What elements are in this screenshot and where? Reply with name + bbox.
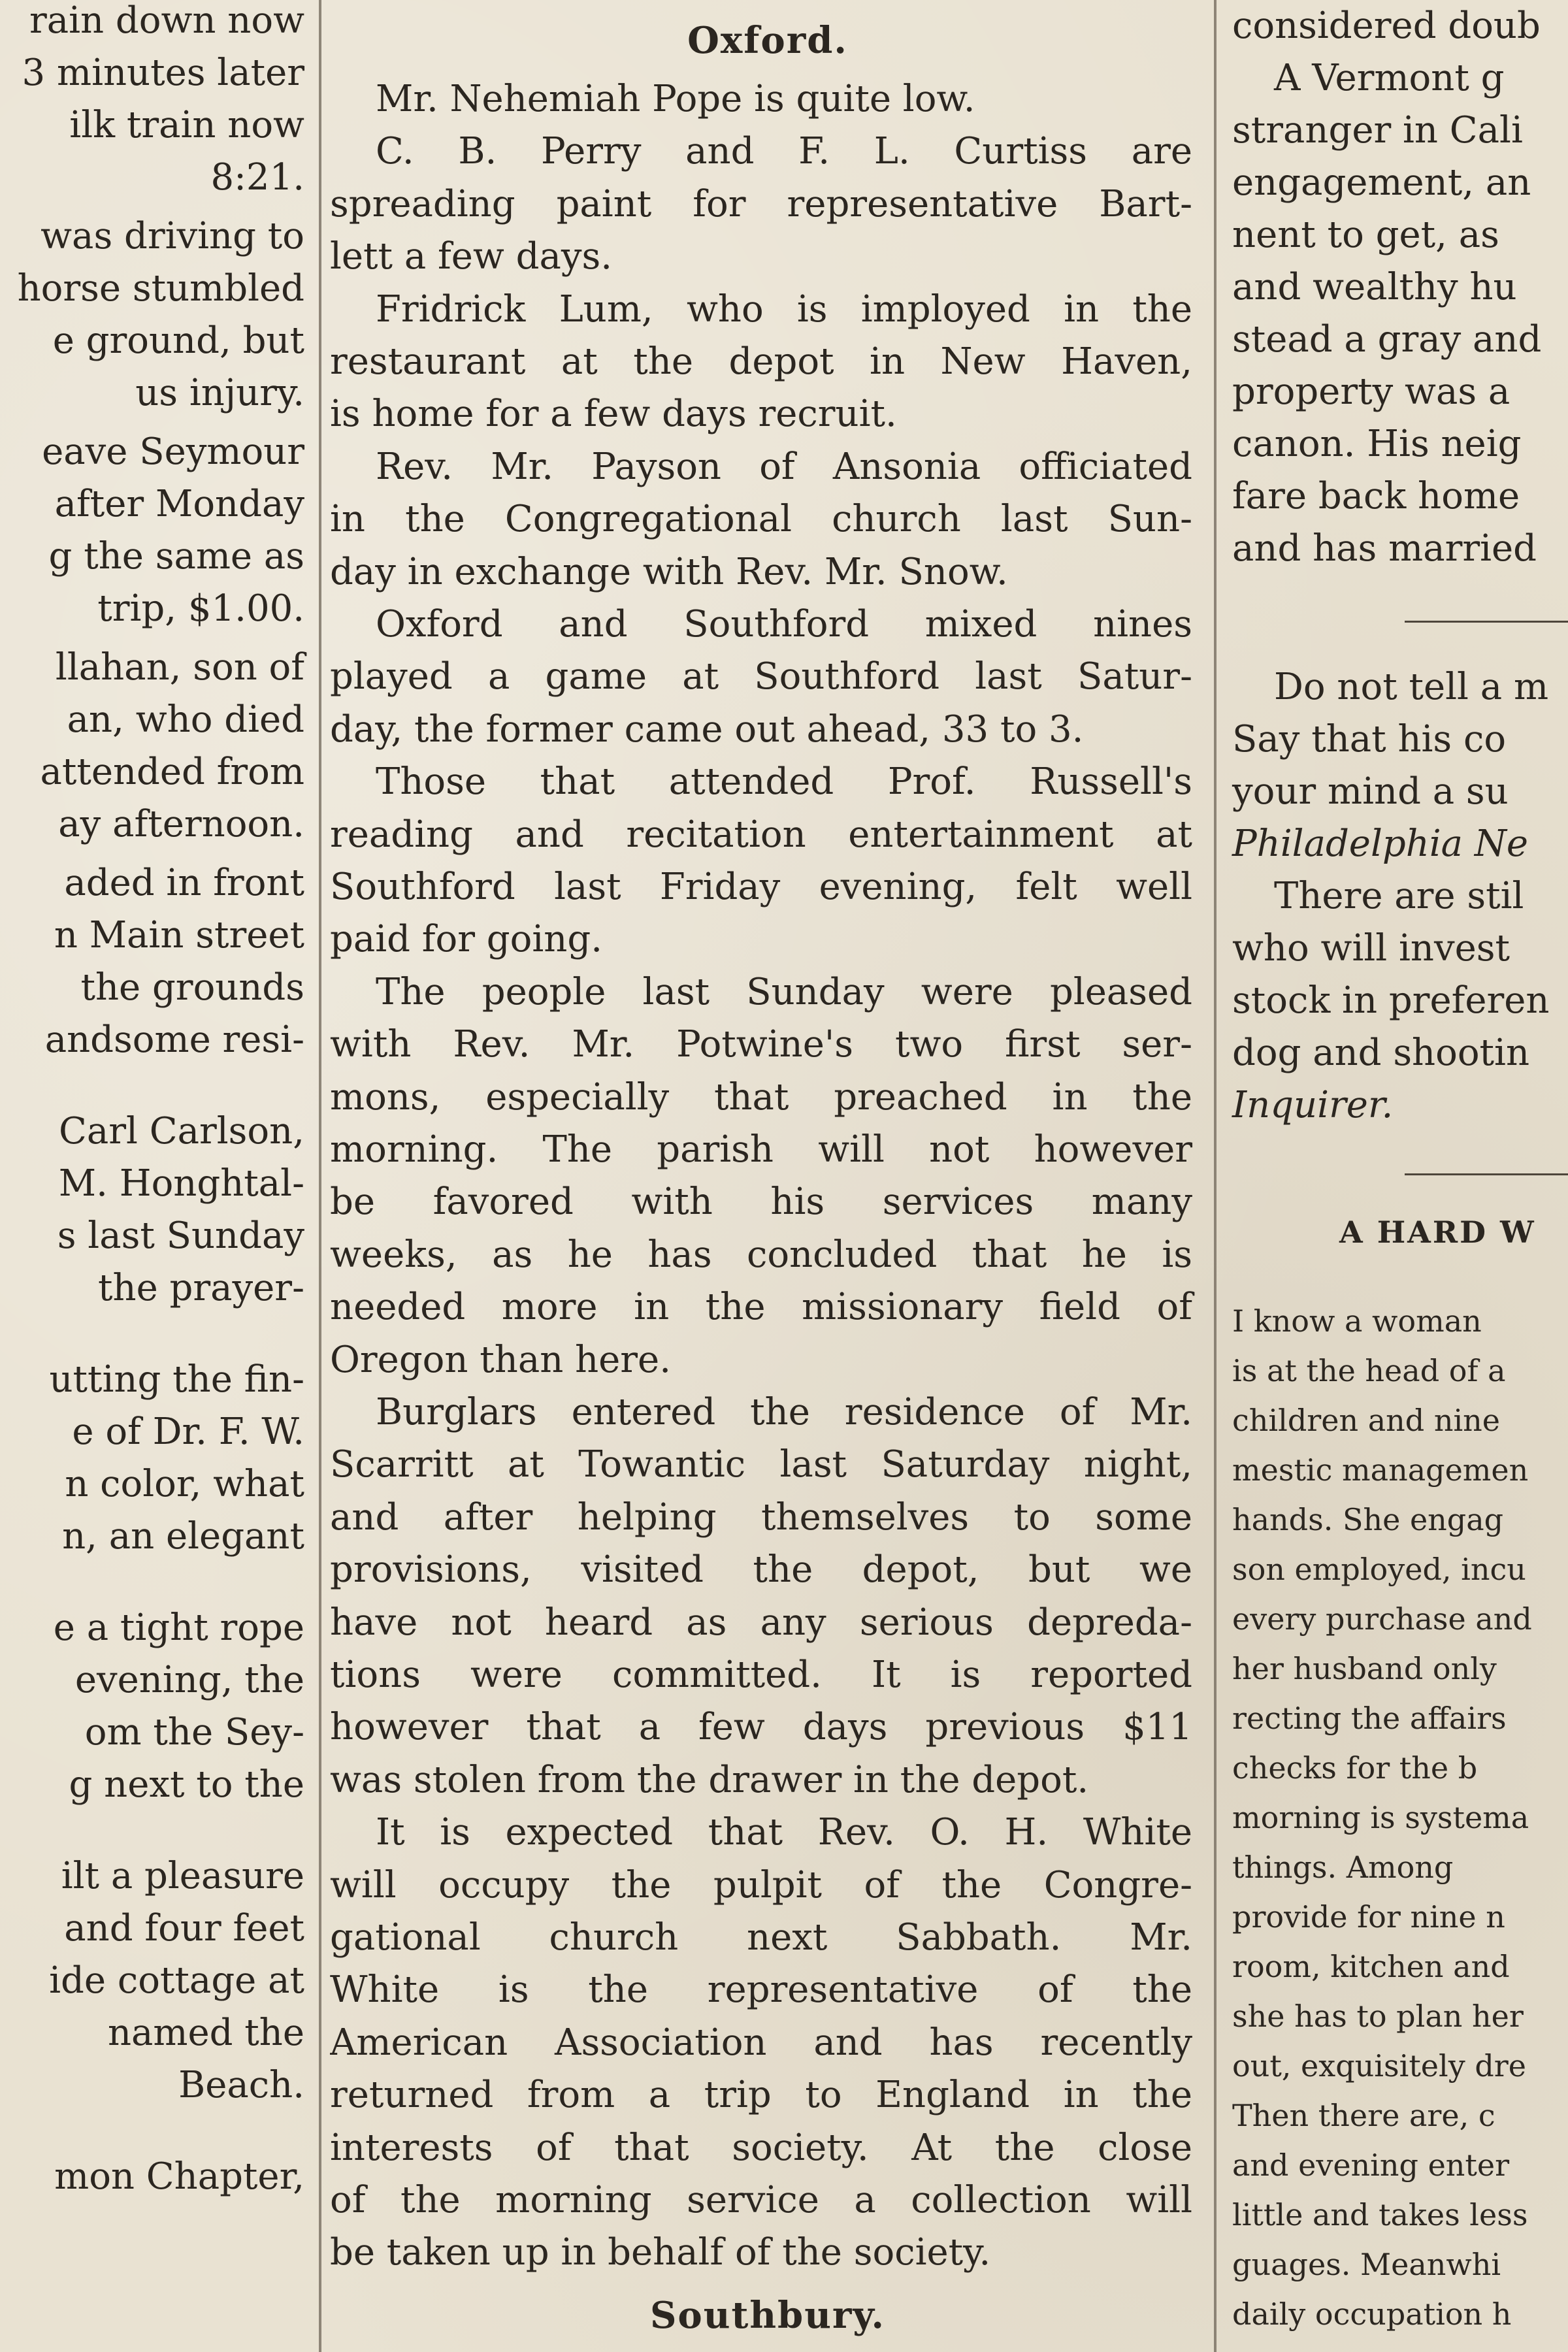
right-column-line: property was a xyxy=(1232,370,1511,413)
right-column-line: hands. She engag xyxy=(1232,1502,1504,1537)
article-line: It is expected that Rev. O. H. White xyxy=(376,1811,1192,1854)
right-column-line: stead a gray and xyxy=(1232,318,1542,361)
left-column-line: 3 minutes later xyxy=(22,52,304,94)
right-column-line: every purchase and xyxy=(1232,1601,1532,1637)
section-heading-oxford: Oxford. xyxy=(687,19,848,62)
right-column-line: little and takes less xyxy=(1232,2197,1528,2232)
middle-column xyxy=(330,0,1205,2352)
left-column-line: horse stumbled xyxy=(17,267,304,310)
article-line: Rev. Mr. Payson of Ansonia officiated xyxy=(376,445,1192,488)
article-line: morning. The parish will not however xyxy=(330,1128,1192,1171)
right-column-line: stranger in Cali xyxy=(1232,109,1523,152)
left-column-line: ilt a pleasure xyxy=(61,1855,304,1897)
article-line: in the Congregational church last Sun- xyxy=(330,498,1192,541)
left-column-line: ilk train now xyxy=(69,104,304,146)
right-column-line: guages. Meanwhi xyxy=(1232,2247,1501,2282)
article-line: have not heard as any serious depreda- xyxy=(330,1601,1192,1644)
right-column-line: who will invest xyxy=(1232,927,1510,970)
article-line: day in exchange with Rev. Mr. Snow. xyxy=(330,550,1008,593)
article-line: lett a few days. xyxy=(330,235,613,278)
article-line: and after helping themselves to some xyxy=(330,1495,1192,1539)
article-line: Fridrick Lum, who is imployed in the xyxy=(376,287,1192,331)
right-column-line: and evening enter xyxy=(1232,2148,1510,2183)
article-line: day, the former came out ahead, 33 to 3. xyxy=(330,708,1084,751)
left-column-line: andsome resi- xyxy=(44,1019,304,1061)
left-column-line: after Monday xyxy=(54,483,304,525)
left-column-line: g the same as xyxy=(48,535,304,578)
article-line: played a game at Southford last Satur- xyxy=(330,655,1192,698)
article-line: gational church next Sabbath. Mr. xyxy=(330,1916,1192,1959)
article-line: Oxford and Southford mixed nines xyxy=(376,603,1192,645)
article-line: Scarritt at Towantic last Saturday night, xyxy=(330,1443,1192,1486)
left-column-line: Beach. xyxy=(178,2064,304,2106)
right-column-line: son employed, incu xyxy=(1232,1552,1526,1587)
right-column-line: room, kitchen and xyxy=(1232,1949,1510,1984)
right-column-line: Do not tell a m xyxy=(1274,666,1549,708)
left-column-line: attended from xyxy=(40,751,304,793)
left-column-line: was driving to xyxy=(41,215,304,257)
left-column-line: n color, what xyxy=(65,1463,304,1505)
article-line: was stolen from the drawer in the depot. xyxy=(330,1758,1089,1801)
left-column-line: ay afternoon. xyxy=(58,803,304,845)
article-line: reading and recitation entertainment at xyxy=(330,813,1192,856)
right-column-line: nent to get, as xyxy=(1232,214,1499,256)
right-column-line: and wealthy hu xyxy=(1232,266,1517,308)
right-column-line: daily occupation h xyxy=(1232,2296,1512,2332)
right-column-line: and has married xyxy=(1232,527,1537,570)
left-column-line: and four feet xyxy=(64,1907,304,1950)
right-column xyxy=(1228,0,1568,2352)
left-column-line: llahan, son of xyxy=(55,646,304,689)
left-column-line: om the Sey- xyxy=(84,1711,304,1754)
left-column-line: utting the fin- xyxy=(49,1358,304,1401)
left-column-line: the prayer- xyxy=(98,1267,304,1309)
article-line: mons, especially that preached in the xyxy=(330,1075,1192,1119)
left-column-line: mon Chapter, xyxy=(54,2155,304,2198)
left-column-line: n Main street xyxy=(54,914,304,956)
article-line: however that a few days previous $11 xyxy=(330,1706,1192,1749)
right-column-line: is at the head of a xyxy=(1232,1353,1506,1388)
article-line: Oregon than here. xyxy=(330,1338,671,1381)
article-line: White is the representative of the xyxy=(330,1968,1192,2012)
left-column-line: e a tight rope xyxy=(53,1607,304,1649)
left-column-line: s last Sunday xyxy=(57,1215,304,1257)
right-column-line: morning is systema xyxy=(1232,1800,1529,1835)
right-column-line: provide for nine n xyxy=(1232,1899,1505,1935)
left-column-line: 8:21. xyxy=(210,156,304,199)
right-column-line: out, exquisitely dre xyxy=(1232,2048,1527,2083)
right-column-line: things. Among xyxy=(1232,1850,1454,1885)
article-line: returned from a trip to England in the xyxy=(330,2074,1192,2117)
left-column-line: us injury. xyxy=(135,372,304,414)
right-column-line: checks for the b xyxy=(1232,1750,1478,1786)
article-line: The people last Sunday were pleased xyxy=(376,970,1192,1013)
left-column-line: Carl Carlson, xyxy=(59,1110,304,1152)
right-column-line: There are stil xyxy=(1274,875,1524,917)
article-line: spreading paint for representative Bart- xyxy=(330,182,1192,225)
right-column-line: mestic managemen xyxy=(1232,1452,1529,1488)
article-line: Burglars entered the residence of Mr. xyxy=(376,1391,1192,1433)
article-line: be favored with his services many xyxy=(330,1181,1192,1224)
left-column-line: eave Seymour xyxy=(42,431,304,473)
right-column-line: your mind a su xyxy=(1232,770,1509,813)
divider-rule xyxy=(1405,621,1568,623)
article-line: interests of that society. At the close xyxy=(330,2126,1192,2169)
right-column-line: canon. His neig xyxy=(1232,423,1522,465)
right-column-line: Say that his co xyxy=(1232,718,1507,760)
article-line: with Rev. Mr. Potwine's two first ser- xyxy=(330,1023,1192,1066)
left-column-line: g next to the xyxy=(69,1763,304,1806)
left-column-line: named the xyxy=(107,2012,304,2054)
article-line: provisions, visited the depot, but we xyxy=(330,1548,1192,1592)
article-line: Those that attended Prof. Russell's xyxy=(376,760,1192,804)
column-rule-left xyxy=(319,0,321,2352)
right-column-line: Then there are, c xyxy=(1232,2098,1495,2133)
left-column-line: e ground, but xyxy=(52,319,304,362)
right-column-line: dog and shootin xyxy=(1232,1032,1530,1074)
article-line: Mr. Nehemiah Pope is quite low. xyxy=(376,78,975,120)
left-column-line: the grounds xyxy=(80,966,304,1009)
article-line: weeks, as he has concluded that he is xyxy=(330,1233,1192,1276)
right-column-line: her husband only xyxy=(1232,1651,1497,1686)
left-column-line: e of Dr. F. W. xyxy=(72,1411,304,1453)
left-column-line: M. Honghtal- xyxy=(58,1162,304,1205)
article-line: C. B. Perry and F. L. Curtiss are xyxy=(376,130,1192,173)
left-column-line: ide cottage at xyxy=(49,1959,304,2002)
right-column-line: stock in preferen xyxy=(1232,979,1550,1022)
left-column-line: aded in front xyxy=(64,862,304,904)
right-column-line: recting the affairs xyxy=(1232,1701,1507,1736)
section-heading-hard-work: A HARD W xyxy=(1339,1215,1536,1250)
right-column-line: fare back home xyxy=(1232,475,1520,517)
article-line: paid for going. xyxy=(330,918,602,961)
right-column-line: A Vermont g xyxy=(1274,57,1505,99)
article-line: restaurant at the depot in New Haven, xyxy=(330,340,1192,383)
left-column-line: trip, $1.00. xyxy=(97,587,304,630)
article-line: tions were committed. It is reported xyxy=(330,1654,1192,1696)
divider-rule-2 xyxy=(1405,1173,1568,1175)
right-column-line: Philadelphia Ne xyxy=(1232,823,1529,865)
right-column-line: considered doub xyxy=(1232,5,1541,47)
article-line: will occupy the pulpit of the Congre- xyxy=(330,1863,1192,1906)
article-line: Southford last Friday evening, felt well xyxy=(330,866,1192,908)
right-column-line: I know a woman xyxy=(1232,1303,1482,1339)
left-column-line: an, who died xyxy=(67,698,304,741)
article-line: be taken up in behalf of the society. xyxy=(330,2231,991,2274)
section-heading-southbury: Southbury. xyxy=(649,2294,886,2337)
column-rule-right xyxy=(1214,0,1217,2352)
left-column-line: rain down now xyxy=(29,0,304,42)
right-column-line: children and nine xyxy=(1232,1403,1501,1438)
left-column-line: evening, the xyxy=(74,1659,304,1701)
article-line: is home for a few days recruit. xyxy=(330,393,897,436)
right-column-line: engagement, an xyxy=(1232,161,1531,204)
left-column-line: n, an elegant xyxy=(62,1515,304,1558)
article-line: American Association and has recently xyxy=(330,2021,1192,2064)
right-column-line: she has to plan her xyxy=(1232,1999,1524,2034)
left-column xyxy=(0,0,310,2352)
article-line: needed more in the missionary field of xyxy=(330,1286,1192,1329)
article-line: of the morning service a collection will xyxy=(330,2179,1192,2221)
right-column-line: Inquirer. xyxy=(1232,1084,1394,1126)
